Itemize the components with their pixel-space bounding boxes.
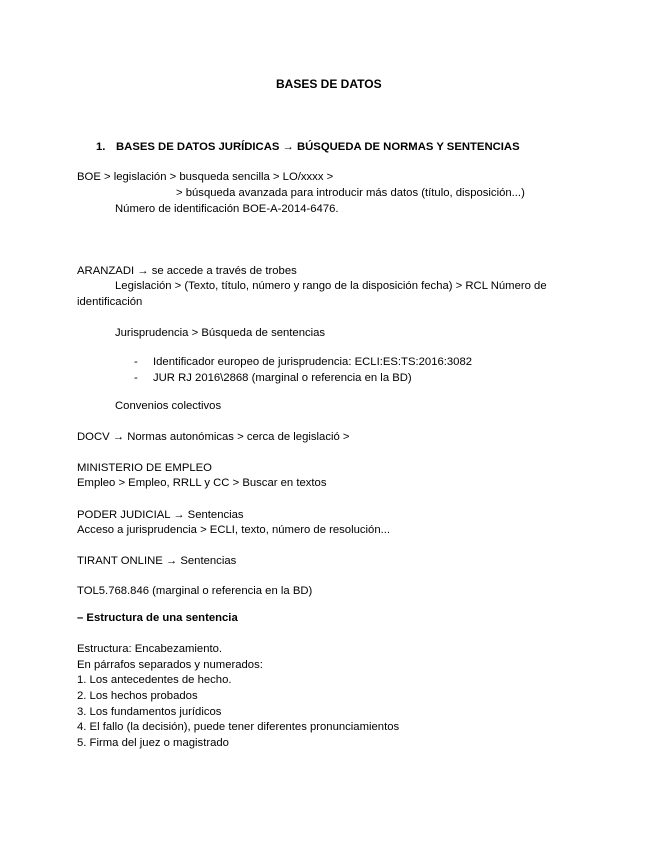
list-item: Identificador europeo de jurisprudencia: ECLI:ES:TS:2016:3082 <box>153 356 473 368</box>
tol-line: TOL5.768.846 (marginal o referencia en la BD) <box>77 585 313 597</box>
ministerio-line-1: MINISTERIO DE EMPLEO <box>77 462 212 474</box>
section-number: 1. <box>96 141 106 153</box>
list-item: 4. El fallo (la decisión), puede tener diferentes pronunciamientos <box>77 721 400 733</box>
bullet-marker: - <box>134 356 138 368</box>
document-title: BASES DE DATOS <box>276 77 382 91</box>
section-heading: BASES DE DATOS JURÍDICAS → BÚSQUEDA DE NORMAS Y SENTENCIAS <box>116 141 520 153</box>
list-item: JUR RJ 2016\2868 (marginal o referencia en la BD) <box>153 372 412 384</box>
list-item: 2. Los hechos probados <box>77 690 198 702</box>
boe-line-3: Número de identificación BOE-A-2014-6476. <box>115 203 339 215</box>
estructura-heading: – Estructura de una sentencia <box>77 612 238 624</box>
poder-judicial-line-2: Acceso a jurisprudencia > ECLI, texto, número de resolución... <box>77 524 391 536</box>
tirant-line: TIRANT ONLINE → Sentencias <box>77 555 237 567</box>
convenios-line: Convenios colectivos <box>115 400 222 412</box>
bullet-marker: - <box>134 372 138 384</box>
boe-line-2: > búsqueda avanzada para introducir más datos (título, disposición...) <box>176 187 525 199</box>
list-item: 5. Firma del juez o magistrado <box>77 737 229 749</box>
aranzadi-line-3: identificación <box>77 296 143 308</box>
list-item: 1. Los antecedentes de hecho. <box>77 674 232 686</box>
docv-line: DOCV → Normas autonómicas > cerca de legislació > <box>77 431 350 443</box>
ministerio-line-2: Empleo > Empleo, RRLL y CC > Buscar en textos <box>77 477 327 489</box>
boe-line-1: BOE > legislación > busqueda sencilla > LO/xxxx > <box>77 171 334 183</box>
jurisprudencia-line: Jurisprudencia > Búsqueda de sentencias <box>115 327 326 339</box>
estructura-line-2: En párrafos separados y numerados: <box>77 659 263 671</box>
aranzadi-line-1: ARANZADI → se accede a través de trobes <box>77 265 297 277</box>
list-item: 3. Los fundamentos jurídicos <box>77 706 222 718</box>
estructura-line-1: Estructura: Encabezamiento. <box>77 643 223 655</box>
aranzadi-line-2: Legislación > (Texto, título, número y rango de la disposición fecha) > RCL Número de <box>115 280 547 292</box>
poder-judicial-line-1: PODER JUDICIAL → Sentencias <box>77 509 244 521</box>
